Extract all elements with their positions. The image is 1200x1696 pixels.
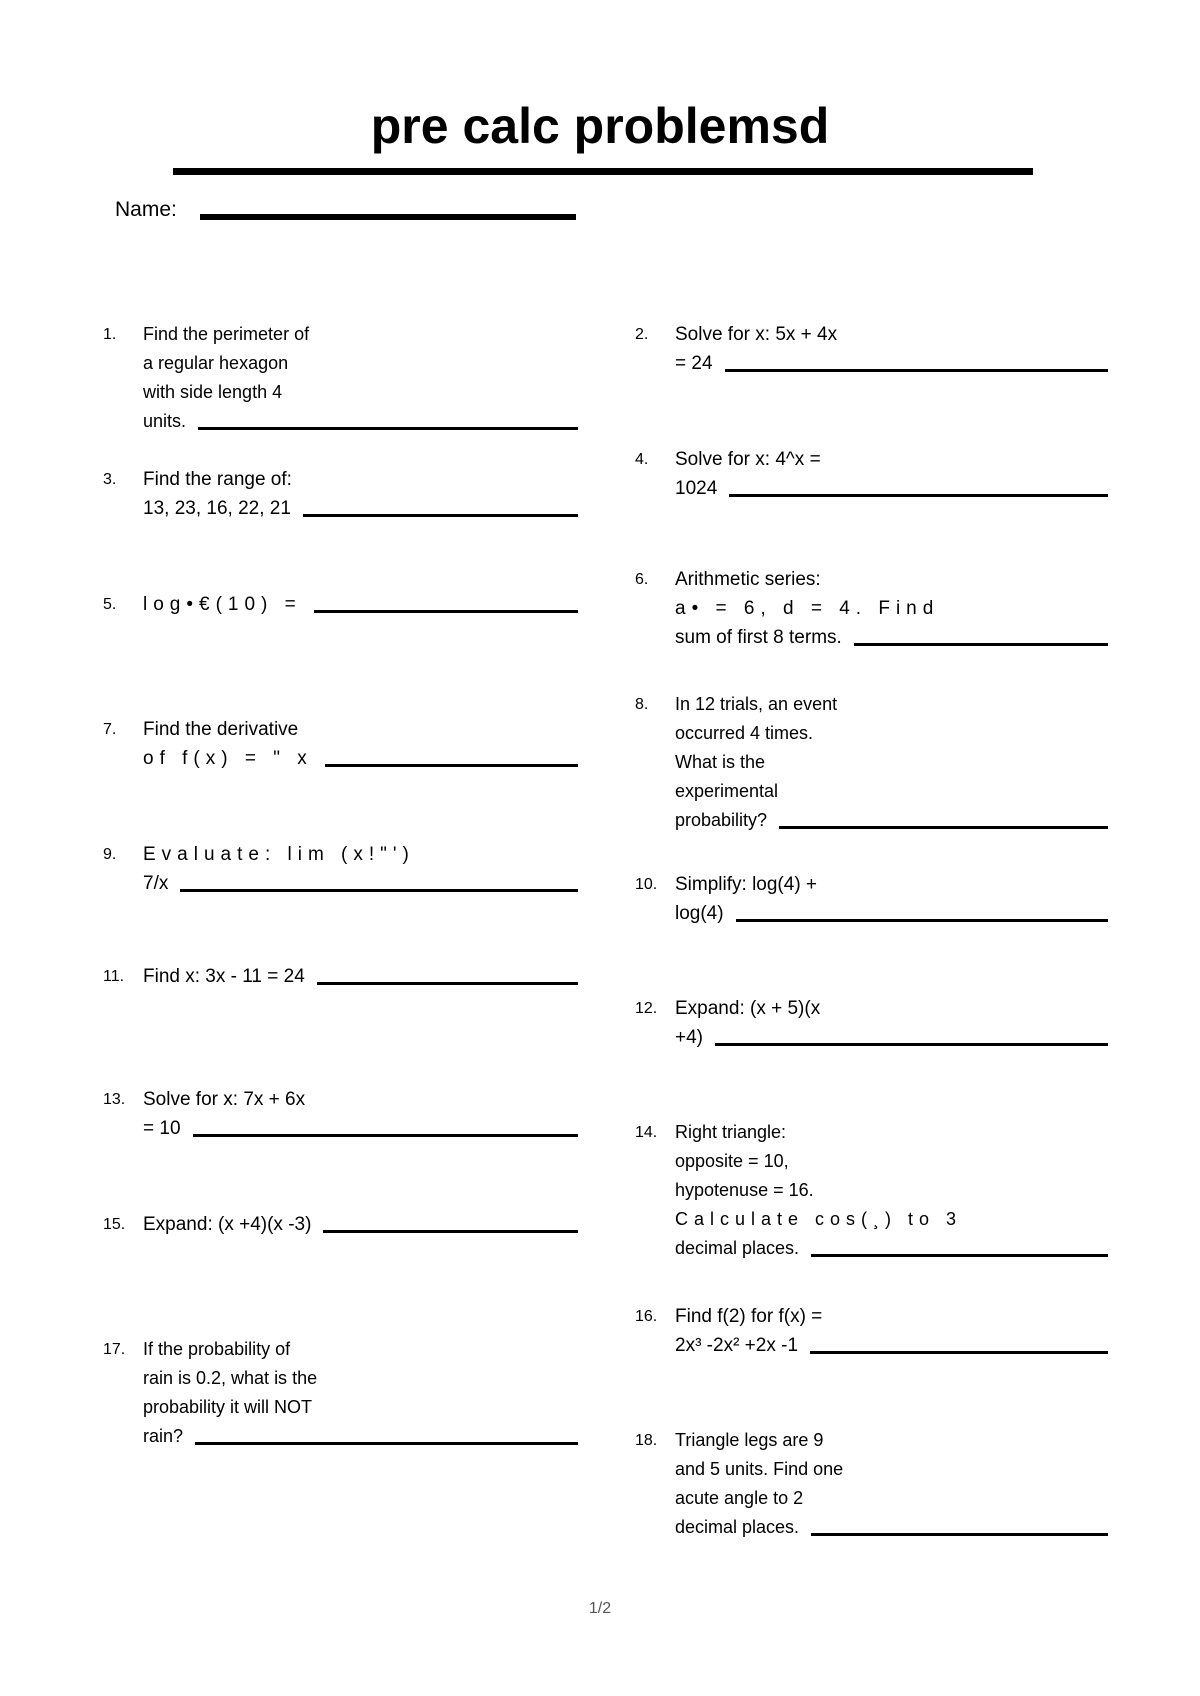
answer-line[interactable] xyxy=(317,982,578,985)
problem-text-line: Calculate cos(¸) to 3 xyxy=(675,1209,963,1229)
problem-text-line: Simplify: log(4) + xyxy=(675,874,818,895)
problem-text-line: Expand: (x +4)(x -3) xyxy=(143,1214,312,1235)
answer-line[interactable] xyxy=(195,1442,578,1445)
problem-text xyxy=(675,870,1108,928)
problem-text-line: Find the perimeter of xyxy=(143,324,310,344)
problem-number: 2. xyxy=(635,326,649,343)
problem-text xyxy=(675,1118,1108,1263)
answer-line[interactable] xyxy=(303,514,578,517)
problem-text-line: Expand: (x + 5)(x xyxy=(675,998,821,1019)
problem-text-line: acute angle to 2 xyxy=(675,1488,804,1508)
problem-text-line: Solve for x: 4^x = xyxy=(675,449,821,470)
answer-line[interactable] xyxy=(729,494,1108,497)
answer-line[interactable] xyxy=(811,1533,1108,1536)
problem-text-line: Find the range of: xyxy=(143,469,292,490)
answer-line[interactable] xyxy=(198,427,578,430)
problem-number: 3. xyxy=(103,471,117,488)
problem-text-line: Arithmetic series: xyxy=(675,569,821,590)
answer-line[interactable] xyxy=(854,643,1108,646)
answer-line[interactable] xyxy=(193,1134,578,1137)
problem-text xyxy=(143,715,578,773)
answer-line[interactable] xyxy=(325,764,578,767)
problem-text-line: occurred 4 times. xyxy=(675,723,814,743)
problem-text-line: rain? xyxy=(143,1426,184,1446)
problem-text-line: 13, 23, 16, 22, 21 xyxy=(143,498,291,519)
problem-number: 1. xyxy=(103,326,117,343)
name-label: Name: xyxy=(115,198,177,221)
problem-text xyxy=(675,445,1108,503)
problem-text-line: Solve for x: 5x + 4x xyxy=(675,324,838,345)
problem-text-line: +4) xyxy=(675,1027,703,1048)
problem-text-line: log(4) xyxy=(675,903,724,924)
problem-text xyxy=(675,1302,1108,1360)
problem-number: 12. xyxy=(635,1000,658,1017)
problem-text-line: opposite = 10, xyxy=(675,1151,789,1171)
problem-text xyxy=(143,1335,578,1451)
problem-number: 14. xyxy=(635,1124,658,1141)
problem-text-line: Find f(2) for f(x) = xyxy=(675,1306,823,1327)
problem-text-line: In 12 trials, an event xyxy=(675,694,838,714)
problem-text xyxy=(143,962,578,991)
problem-number: 9. xyxy=(103,846,117,863)
problem-text-line: a• = 6, d = 4. Find xyxy=(675,598,940,619)
problem-number: 5. xyxy=(103,596,117,613)
problem-text-line: decimal places. xyxy=(675,1238,800,1258)
problem-text-line: hypotenuse = 16. xyxy=(675,1180,814,1200)
problem-text xyxy=(143,590,578,619)
problem-text-line: Find the derivative xyxy=(143,719,299,740)
problem-text-line: of f(x) = " x xyxy=(143,748,313,769)
problem-text-line: rain is 0.2, what is the xyxy=(143,1368,318,1388)
problem-text xyxy=(675,690,1108,835)
answer-line[interactable] xyxy=(779,826,1108,829)
problem-number: 8. xyxy=(635,696,649,713)
page-title: pre calc problemsd xyxy=(370,98,830,154)
problem-text-line: probability it will NOT xyxy=(143,1397,313,1417)
problem-text-line: probability? xyxy=(675,810,768,830)
problem-text-line: log•€(10) = xyxy=(143,594,302,615)
problem-text xyxy=(143,840,578,898)
problem-number: 17. xyxy=(103,1341,126,1358)
problem-text-line: decimal places. xyxy=(675,1517,800,1537)
problem-text-line: units. xyxy=(143,411,187,431)
problem-text-line: What is the xyxy=(675,752,766,772)
problem-text-line: Solve for x: 7x + 6x xyxy=(143,1089,306,1110)
problem-number: 7. xyxy=(103,721,117,738)
page-number: 1/2 xyxy=(588,1600,612,1617)
problem-number: 18. xyxy=(635,1432,658,1449)
problem-number: 6. xyxy=(635,571,649,588)
problem-text xyxy=(143,320,578,436)
answer-line[interactable] xyxy=(715,1043,1108,1046)
problem-text-line: sum of first 8 terms. xyxy=(675,627,842,648)
title-rule xyxy=(173,168,1033,175)
problem-number: 16. xyxy=(635,1308,658,1325)
name-field-line[interactable] xyxy=(200,214,576,220)
problem-text xyxy=(675,1426,1108,1542)
problem-number: 15. xyxy=(103,1216,126,1233)
problem-text-line: 1024 xyxy=(675,478,718,499)
problem-text xyxy=(675,565,1108,652)
problem-text-line: Triangle legs are 9 xyxy=(675,1430,824,1450)
problem-text-line: experimental xyxy=(675,781,779,801)
problem-text-line: Right triangle: xyxy=(675,1122,787,1142)
problem-text xyxy=(143,465,578,523)
answer-line[interactable] xyxy=(314,610,578,613)
problem-text-line: If the probability of xyxy=(143,1339,291,1359)
problem-text-line: Find x: 3x - 11 = 24 xyxy=(143,966,305,987)
problem-text-line: a regular hexagon xyxy=(143,353,289,373)
answer-line[interactable] xyxy=(725,369,1108,372)
problem-text-line: 2x³ -2x² +2x -1 xyxy=(675,1335,799,1356)
problem-text-line: = 24 xyxy=(675,353,713,374)
answer-line[interactable] xyxy=(736,919,1108,922)
problem-text xyxy=(143,1210,578,1239)
answer-line[interactable] xyxy=(323,1230,578,1233)
problem-number: 13. xyxy=(103,1091,126,1108)
problem-text-line: Evaluate: lim (x!"') xyxy=(143,844,415,865)
problem-text-line: with side length 4 xyxy=(143,382,283,402)
problem-text xyxy=(143,1085,578,1143)
problem-text-line: and 5 units. Find one xyxy=(675,1459,844,1479)
answer-line[interactable] xyxy=(810,1351,1108,1354)
problem-text xyxy=(675,994,1108,1052)
answer-line[interactable] xyxy=(180,889,578,892)
problem-number: 10. xyxy=(635,876,658,893)
problem-number: 11. xyxy=(103,968,125,985)
problem-number: 4. xyxy=(635,451,649,468)
problem-text-line: 7/x xyxy=(143,873,169,894)
problem-text-line: = 10 xyxy=(143,1118,181,1139)
problem-text xyxy=(675,320,1108,378)
answer-line[interactable] xyxy=(811,1254,1108,1257)
